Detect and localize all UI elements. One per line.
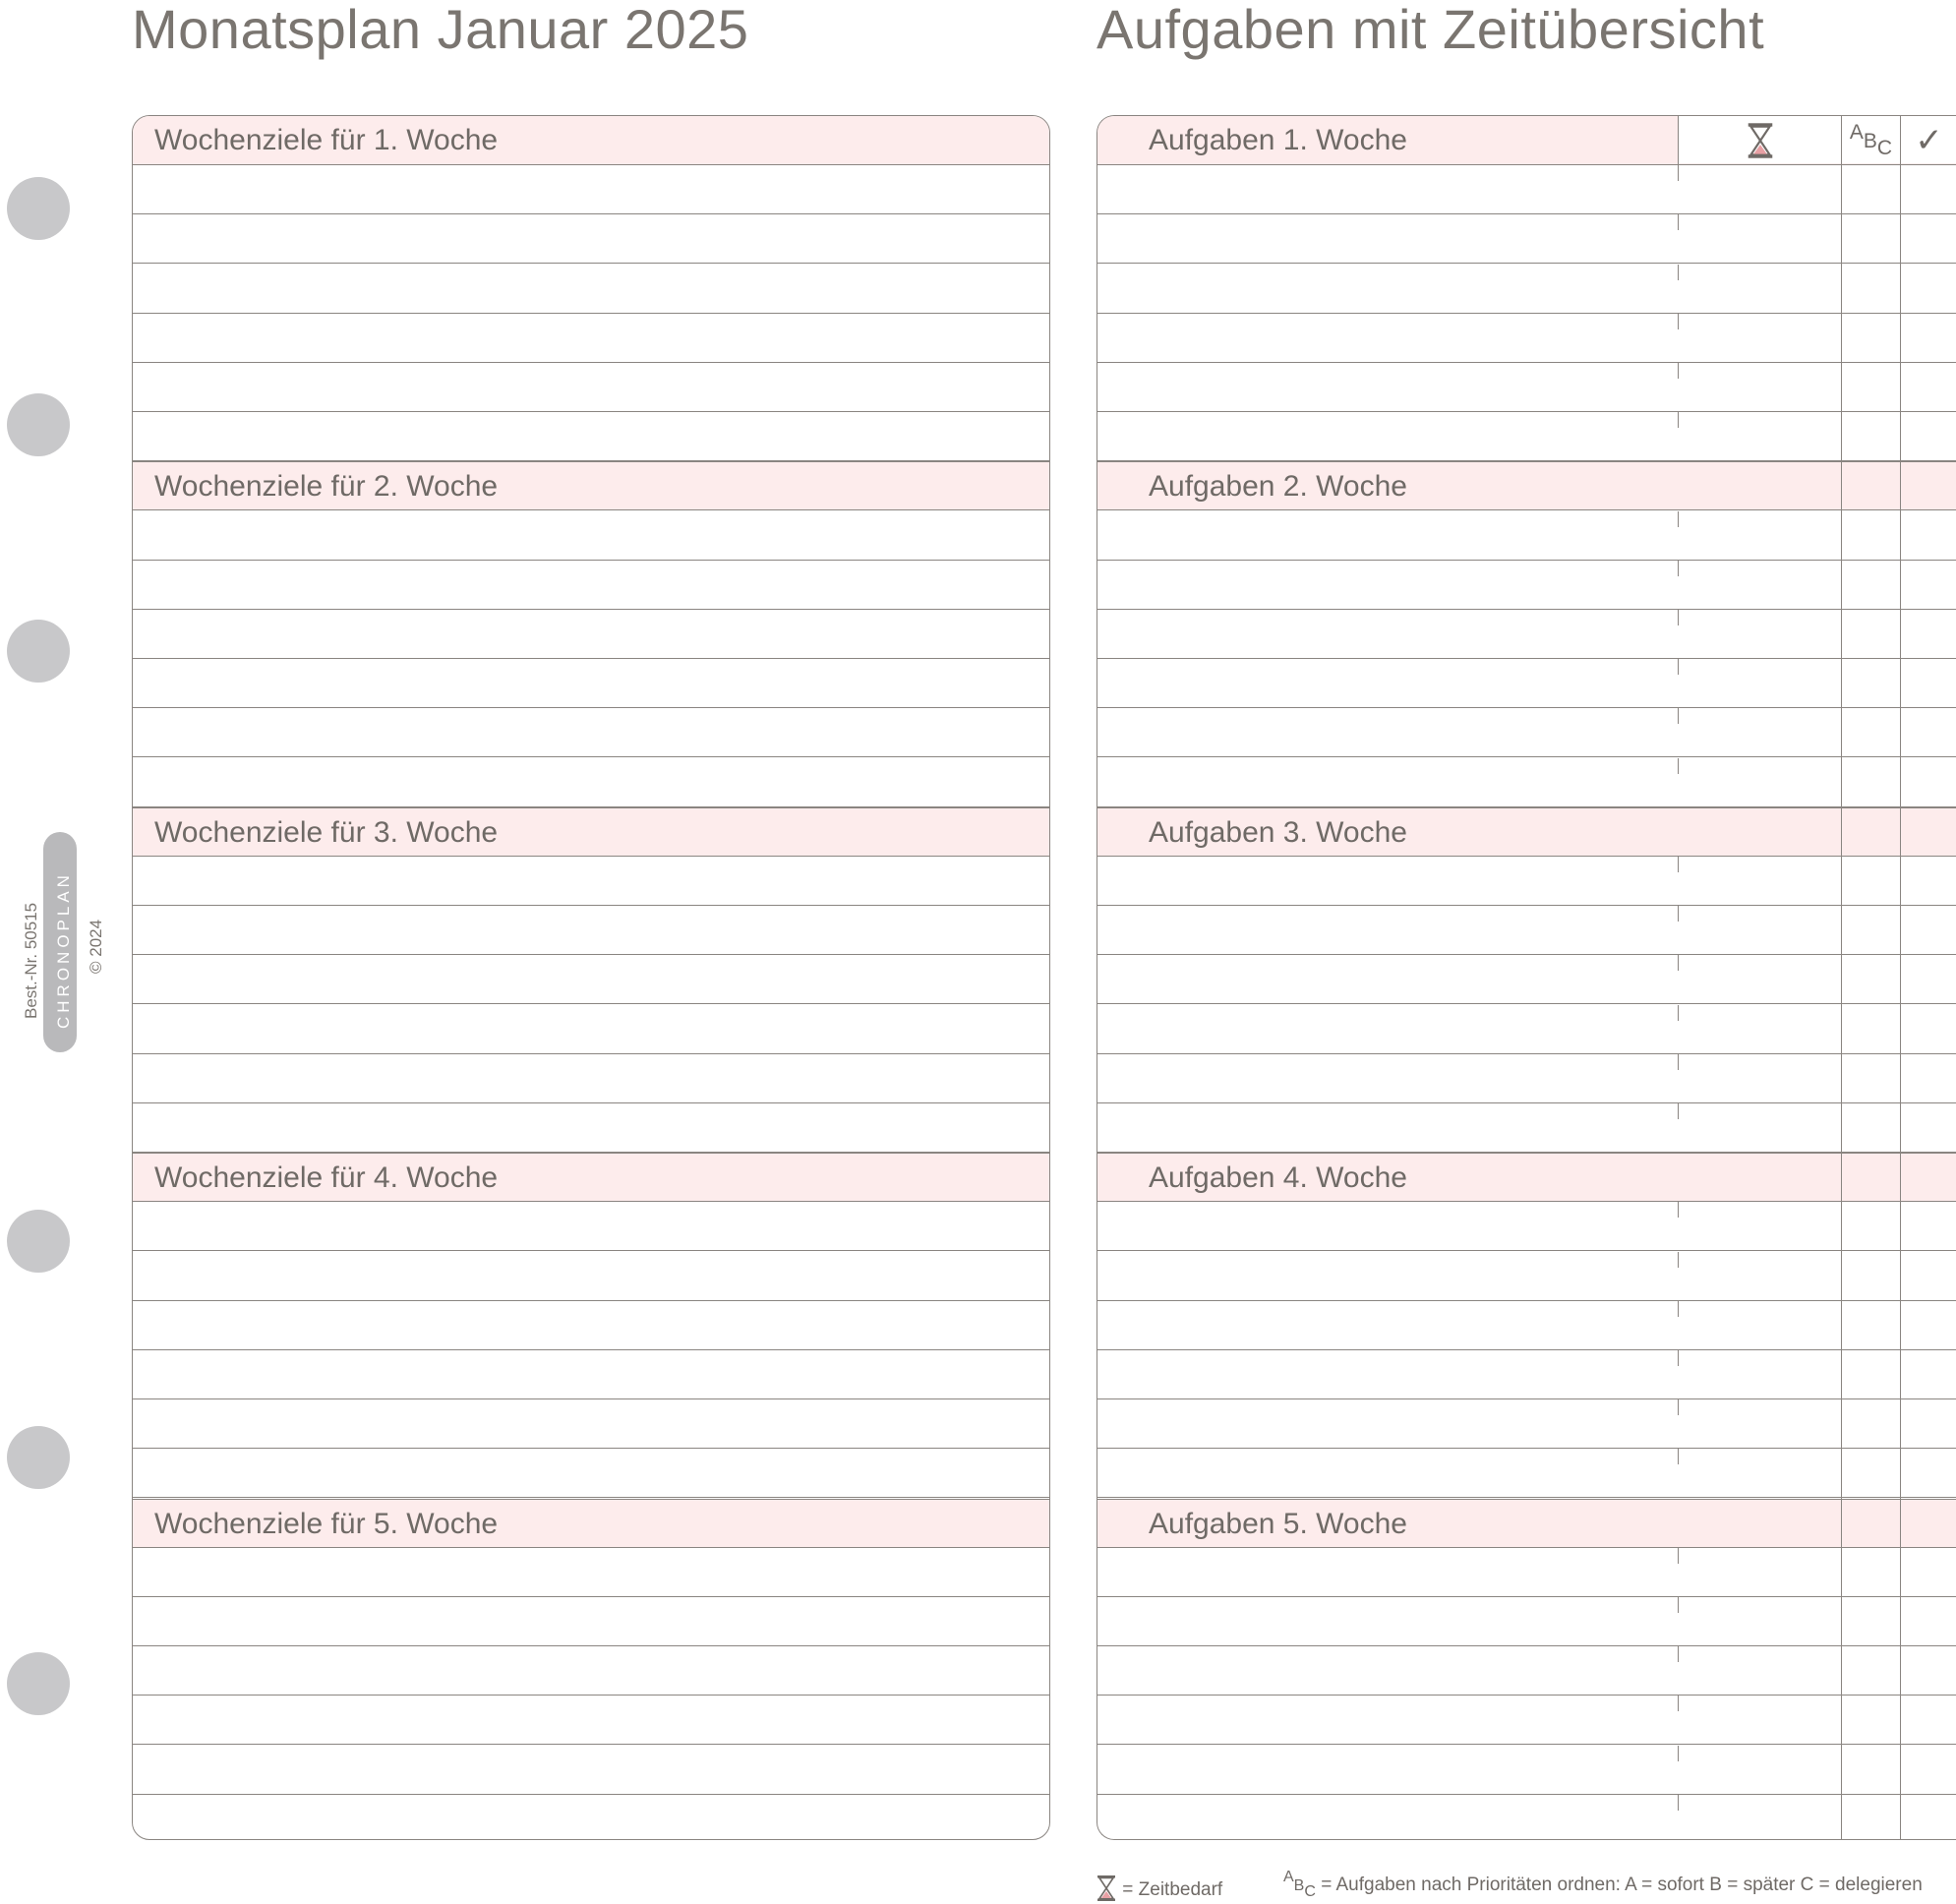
right-write-line[interactable] — [1097, 708, 1956, 757]
done-column-divider — [1900, 116, 1901, 1839]
time-column-tick — [1678, 412, 1679, 428]
left-write-line[interactable] — [133, 1202, 1049, 1251]
time-column-tick — [1678, 314, 1679, 329]
time-column-tick — [1678, 1301, 1679, 1317]
time-column-tick — [1678, 1548, 1679, 1564]
left-write-line[interactable] — [133, 659, 1049, 708]
left-write-line[interactable] — [133, 1350, 1049, 1399]
right-week-5-label: Aufgaben 5. Woche — [1149, 1507, 1407, 1540]
right-write-line[interactable] — [1097, 511, 1956, 561]
priority-column-header — [1842, 116, 1900, 165]
right-write-line[interactable] — [1097, 1054, 1956, 1103]
left-week-1-label: Wochenziele für 1. Woche — [154, 124, 499, 156]
left-write-line[interactable] — [133, 265, 1049, 314]
right-write-line[interactable] — [1097, 265, 1956, 314]
right-write-line[interactable] — [1097, 1696, 1956, 1745]
time-column-tick — [1678, 363, 1679, 379]
right-week-4-header — [1097, 1153, 1956, 1202]
punch-hole — [7, 1426, 70, 1489]
right-write-line[interactable] — [1097, 1795, 1956, 1840]
right-write-line[interactable] — [1097, 1103, 1956, 1153]
left-week-5-label: Wochenziele für 5. Woche — [154, 1507, 499, 1540]
left-write-line[interactable] — [133, 610, 1049, 659]
legend-time — [1096, 1874, 1222, 1902]
right-write-line[interactable] — [1097, 1252, 1956, 1301]
left-write-line[interactable] — [133, 1548, 1049, 1597]
left-write-line[interactable] — [133, 1054, 1049, 1103]
time-column-tick — [1678, 1795, 1679, 1811]
right-write-line[interactable] — [1097, 363, 1956, 412]
right-write-line[interactable] — [1097, 1350, 1956, 1399]
right-write-line[interactable] — [1097, 1202, 1956, 1251]
left-write-line[interactable] — [133, 1696, 1049, 1745]
time-column-tick — [1678, 1202, 1679, 1218]
right-write-line[interactable] — [1097, 857, 1956, 906]
right-write-line[interactable] — [1097, 1005, 1956, 1054]
right-week-2-header — [1097, 461, 1956, 510]
left-write-line[interactable] — [133, 758, 1049, 807]
left-write-line[interactable] — [133, 1399, 1049, 1449]
right-write-line[interactable] — [1097, 412, 1956, 461]
right-write-line[interactable] — [1097, 214, 1956, 264]
weekly-goals-panel — [132, 115, 1050, 1840]
right-week-4-label: Aufgaben 4. Woche — [1149, 1161, 1407, 1195]
left-week-3-header — [133, 807, 1049, 857]
left-write-line[interactable] — [133, 1252, 1049, 1301]
time-column-tick — [1678, 758, 1679, 774]
time-column-tick — [1678, 1746, 1679, 1761]
left-write-line[interactable] — [133, 857, 1049, 906]
right-week-2-label: Aufgaben 2. Woche — [1149, 470, 1407, 504]
right-write-line[interactable] — [1097, 955, 1956, 1004]
time-column-tick — [1678, 165, 1679, 181]
left-write-line[interactable] — [133, 412, 1049, 461]
legend-priority: $^AB_C$ = Aufgaben nach Prioritäten ordnen: A = sofort B = später C = delegieren — [1283, 1869, 1923, 1900]
time-column-tick — [1678, 1103, 1679, 1119]
left-write-line[interactable] — [133, 1597, 1049, 1646]
left-write-line[interactable] — [133, 511, 1049, 561]
time-column-tick — [1678, 610, 1679, 625]
hourglass-icon — [1746, 121, 1775, 160]
left-week-4-label: Wochenziele für 4. Woche — [154, 1161, 499, 1195]
punch-hole — [7, 1652, 70, 1715]
punch-hole — [7, 620, 70, 683]
left-week-5-header — [133, 1499, 1049, 1548]
left-write-line[interactable] — [133, 1646, 1049, 1696]
time-column-tick — [1678, 1005, 1679, 1021]
left-week-1-header — [133, 116, 1049, 165]
left-write-line[interactable] — [133, 955, 1049, 1004]
time-column-tick — [1678, 708, 1679, 724]
right-write-line[interactable] — [1097, 610, 1956, 659]
time-column-tick — [1678, 214, 1679, 230]
right-week-5-header — [1097, 1499, 1956, 1548]
left-week-2-label: Wochenziele für 2. Woche — [154, 470, 499, 504]
left-write-line[interactable] — [133, 363, 1049, 412]
right-write-line[interactable] — [1097, 165, 1956, 214]
right-write-line[interactable] — [1097, 314, 1956, 363]
time-column-header — [1679, 116, 1841, 165]
left-write-line[interactable] — [133, 1005, 1049, 1054]
right-write-line[interactable] — [1097, 1399, 1956, 1449]
right-write-line[interactable] — [1097, 1746, 1956, 1795]
right-week-1-label: Aufgaben 1. Woche — [1149, 124, 1407, 156]
left-write-line[interactable] — [133, 214, 1049, 264]
left-write-line[interactable] — [133, 165, 1049, 214]
time-column-tick — [1678, 1449, 1679, 1464]
left-write-line[interactable] — [133, 1746, 1049, 1795]
right-write-line[interactable] — [1097, 659, 1956, 708]
copyright: © 2024 — [87, 919, 105, 974]
legend-time-label: = Zeitbedarf — [1122, 1879, 1223, 1900]
brand-name: CHRONOPLAN — [54, 871, 73, 1029]
left-write-line[interactable] — [133, 1449, 1049, 1498]
time-column-tick — [1678, 1399, 1679, 1415]
time-column-tick — [1678, 1597, 1679, 1613]
left-write-line[interactable] — [133, 1301, 1049, 1350]
tasks-panel — [1097, 115, 1956, 1840]
right-write-line[interactable] — [1097, 561, 1956, 610]
time-column-tick — [1678, 955, 1679, 971]
left-week-4-header — [133, 1153, 1049, 1202]
right-week-3-label: Aufgaben 3. Woche — [1149, 815, 1407, 849]
right-write-line[interactable] — [1097, 1597, 1956, 1646]
right-write-line[interactable] — [1097, 1646, 1956, 1696]
punch-hole — [7, 393, 70, 456]
time-column-tick — [1678, 511, 1679, 527]
left-page-title: Monatsplan Januar 2025 — [132, 0, 749, 60]
punch-hole — [7, 177, 70, 240]
time-column-tick — [1678, 1252, 1679, 1268]
time-column-tick — [1678, 265, 1679, 280]
right-write-line[interactable] — [1097, 758, 1956, 807]
time-column-tick — [1678, 1646, 1679, 1662]
right-week-3-header — [1097, 807, 1956, 857]
right-write-line[interactable] — [1097, 906, 1956, 955]
right-write-line[interactable] — [1097, 1449, 1956, 1498]
time-column-tick — [1678, 857, 1679, 872]
right-write-line[interactable] — [1097, 1548, 1956, 1597]
time-column-tick — [1678, 1350, 1679, 1366]
checkmark-icon: ✓ — [1915, 122, 1943, 159]
time-column-tick — [1678, 1054, 1679, 1070]
time-column-tick — [1678, 1696, 1679, 1711]
right-page-title: Aufgaben mit Zeitübersicht — [1097, 0, 1765, 60]
left-week-3-label: Wochenziele für 3. Woche — [154, 815, 499, 849]
time-column-tick — [1678, 659, 1679, 675]
priority-column-divider — [1841, 116, 1842, 1839]
right-write-line[interactable] — [1097, 1301, 1956, 1350]
punch-hole — [7, 1210, 70, 1273]
time-column-tick — [1678, 561, 1679, 576]
left-write-line[interactable] — [133, 708, 1049, 757]
left-write-line[interactable] — [133, 561, 1049, 610]
order-number: Best.-Nr. 50515 — [22, 902, 40, 1019]
left-write-line[interactable] — [133, 1795, 1049, 1840]
left-week-2-header — [133, 461, 1049, 510]
abc-priority-icon: ABC — [1849, 121, 1893, 159]
left-write-line[interactable] — [133, 906, 1049, 955]
hourglass-icon — [1096, 1874, 1117, 1902]
time-column-tick — [1678, 906, 1679, 922]
left-write-line[interactable] — [133, 1103, 1049, 1153]
left-write-line[interactable] — [133, 314, 1049, 363]
legend-priority-label: = Aufgaben nach Prioritäten ordnen: A = sofort B = später C = delegieren — [1321, 1874, 1923, 1895]
